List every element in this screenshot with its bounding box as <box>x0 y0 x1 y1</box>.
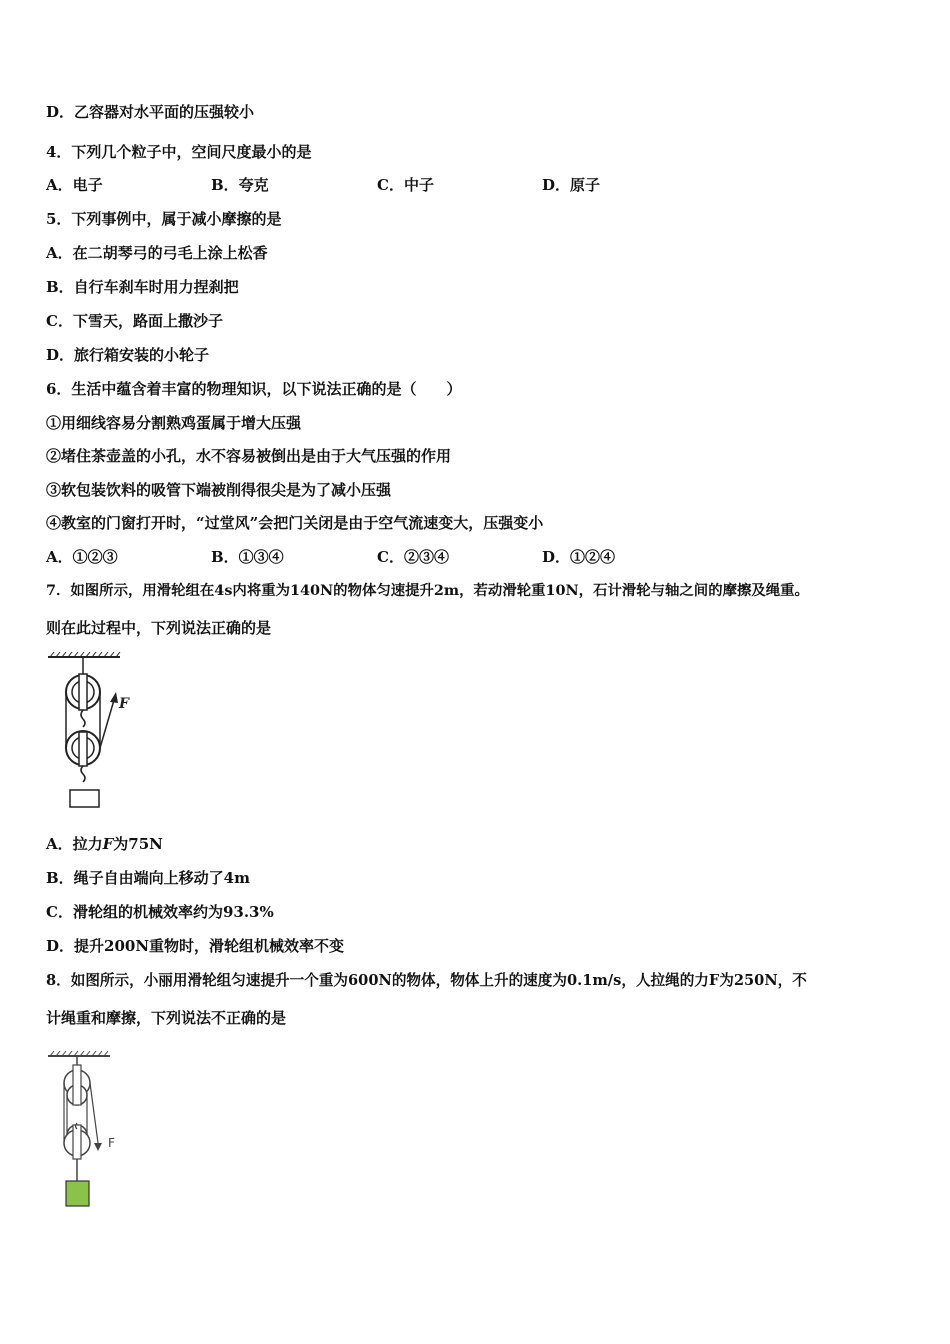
q8-stem-line1: 8．如图所示，小丽用滑轮组匀速提升一个重为600N的物体，物体上升的速度为0.1m/s，人拉绳的力F为250N，不 <box>46 972 807 989</box>
q6-statement-4: ④教室的门窗打开时，“过堂风”会把门关闭是由于空气流速变大，压强变小 <box>46 514 544 532</box>
q6-statement-3: ③软包装饮料的吸管下端被削得很尖是为了减小压强 <box>46 481 392 499</box>
q6-option-d: D．①②④ <box>542 548 616 566</box>
q7-figure-force-label: F <box>119 696 129 712</box>
q7-stem-line1: 7．如图所示，用滑轮组在4s内将重为140N的物体匀速提升2m，若动滑轮重10N，石计滑轮与轴之间的摩擦及绳重。 <box>46 582 809 599</box>
q5-option-d: D．旅行箱安装的小轮子 <box>46 346 210 364</box>
q7-option-d: D．提升200N重物时，滑轮组机械效率不变 <box>46 937 345 955</box>
q7-option-c: C．滑轮组的机械效率约为93.3% <box>46 903 274 921</box>
q6-statement-2: ②堵住茶壶盖的小孔，水不容易被倒出是由于大气压强的作用 <box>46 447 452 465</box>
q4-option-c: C．中子 <box>377 176 434 194</box>
q4-option-a: A．电子 <box>46 176 103 194</box>
q8-figure-force-label: F <box>108 1136 115 1150</box>
q6-option-b: B．①③④ <box>211 548 284 566</box>
q6-statement-1: ①用细线容易分割熟鸡蛋属于增大压强 <box>46 414 302 432</box>
q6-option-a: A．①②③ <box>46 548 118 566</box>
q7-option-a: A．拉力F为75N <box>46 835 163 853</box>
q5-option-c: C．下雪天，路面上撒沙子 <box>46 312 223 330</box>
q7-stem-line2: 则在此过程中，下列说法正确的是 <box>46 619 272 637</box>
q6-stem: 6．生活中蕴含着丰富的物理知识，以下说法正确的是（ ） <box>46 380 462 398</box>
q3-option-d: D．乙容器对水平面的压强较小 <box>46 103 255 121</box>
q4-option-d: D．原子 <box>542 176 601 194</box>
q7-pulley-figure <box>40 648 140 813</box>
q8-pulley-figure <box>40 1045 140 1215</box>
q5-option-a: A．在二胡琴弓的弓毛上涂上松香 <box>46 244 268 262</box>
q4-stem: 4．下列几个粒子中，空间尺度最小的是 <box>46 143 312 161</box>
q5-stem: 5．下列事例中，属于减小摩擦的是 <box>46 210 282 228</box>
q8-weight-block <box>66 1181 89 1206</box>
q5-option-b: B．自行车刹车时用力捏刹把 <box>46 278 239 296</box>
q7-option-b: B．绳子自由端向上移动了4m <box>46 869 250 887</box>
q4-option-b: B．夸克 <box>211 176 269 194</box>
q6-option-c: C．②③④ <box>377 548 449 566</box>
q8-stem-line2: 计绳重和摩擦，下列说法不正确的是 <box>46 1009 287 1027</box>
